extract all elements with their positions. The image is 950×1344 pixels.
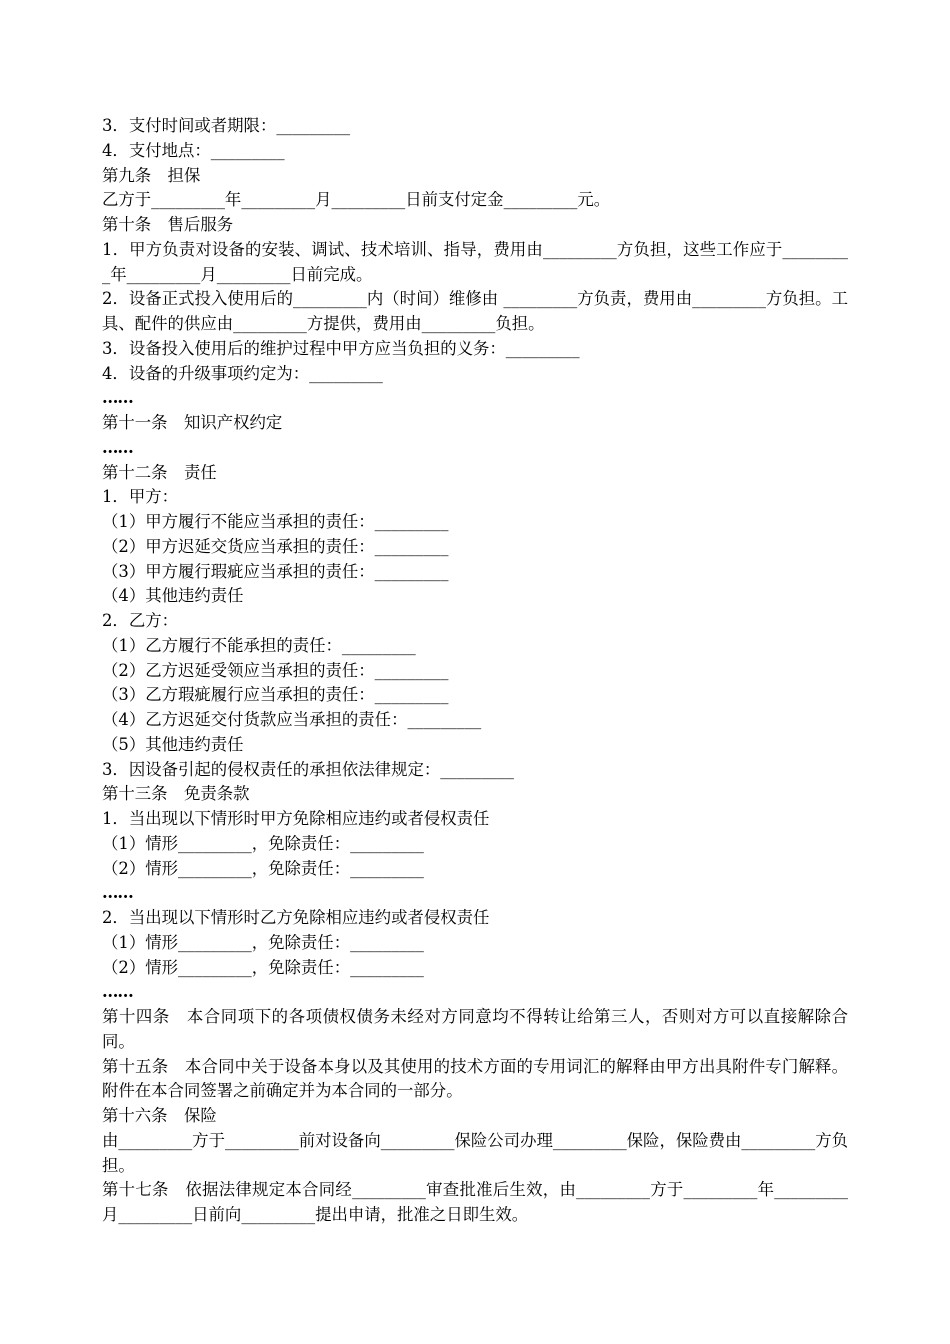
maintenance-obligation-clause: 3．设备投入使用后的维护过程中甲方应当负担的义务：_________ [102, 338, 580, 358]
article-12-heading: 第十二条 责任 [102, 462, 217, 482]
party-b-label: 2．乙方： [102, 611, 178, 630]
party-a-label: 1．甲方： [102, 487, 178, 507]
liability-item: （2）甲方迟延交货应当承担的责任：_________ [102, 536, 449, 556]
liability-item: （2）乙方迟延受领应当承担的责任：_________ [102, 660, 449, 680]
deposit-clause: 乙方于_________年_________月_________日前支付定金_________元。 [102, 190, 611, 210]
exemption-item: （2）情形_________，免除责任：_________ [102, 858, 424, 878]
upgrade-clause: 4．设备的升级事项约定为：_________ [102, 363, 383, 383]
exemption-item: （1）情形_________，免除责任：_________ [102, 932, 424, 952]
liability-item: （1）甲方履行不能应当承担的责任：_________ [102, 512, 449, 531]
article-17-clause: 第十七条 依据法律规定本合同经_________审查批准后生效，由_________方于_________年_________月_________日前向_________提出申请，批准之日即生效。 [102, 1180, 848, 1224]
liability-item: （1）乙方履行不能承担的责任：_________ [102, 635, 416, 655]
article-15-clause: 第十五条 本合同中关于设备本身以及其使用的技术方面的专用词汇的解释由甲方出具附件专门解释。附件在本合同签署之前确定并为本合同的一部分。 [102, 1056, 848, 1101]
article-16-heading: 第十六条 保险 [102, 1106, 217, 1125]
article-11-heading: 第十一条 知识产权约定 [102, 413, 283, 432]
ellipsis: …… [102, 437, 133, 457]
article-9-heading: 第九条 担保 [102, 165, 201, 185]
exemption-item: （2）情形_________，免除责任：_________ [102, 957, 424, 977]
maintenance-clause: 2．设备正式投入使用后的_________内（时间）维修由 _________方负责，费用由_________方负担。工具、配件的供应由_________方提供，费用由_________负担。 [102, 289, 848, 333]
article-13-heading: 第十三条 免责条款 [102, 784, 250, 804]
payment-deadline-item: 3．支付时间或者期限：_________ [102, 116, 351, 135]
ellipsis: …… [102, 883, 133, 903]
exemption-party-b-heading: 2．当出现以下情形时乙方免除相应违约或者侵权责任 [102, 908, 490, 927]
ellipsis: …… [102, 388, 133, 408]
exemption-party-a-heading: 1．当出现以下情形时甲方免除相应违约或者侵权责任 [102, 809, 490, 828]
liability-item: （4）乙方迟延交付货款应当承担的责任：_________ [102, 710, 482, 729]
installation-clause: 1．甲方负责对设备的安装、调试、技术培训、指导，费用由_________方负担，这些工作应于_________年_________月_________日前完成。 [102, 239, 848, 284]
liability-item: （5）其他违约责任 [102, 734, 244, 754]
exemption-item: （1）情形_________，免除责任：_________ [102, 833, 424, 853]
liability-item: （4）其他违约责任 [102, 586, 244, 606]
contract-page [102, 114, 848, 1228]
insurance-clause: 由_________方于_________前对设备向_________保险公司办理_________保险，保险费由_________方负担。 [102, 1130, 848, 1175]
liability-item: （3）甲方履行瑕疵应当承担的责任：_________ [102, 561, 449, 581]
infringement-liability-clause: 3．因设备引起的侵权责任的承担依法律规定：_________ [102, 759, 514, 779]
payment-location-item: 4．支付地点：_________ [102, 140, 285, 160]
article-14-clause: 第十四条 本合同项下的各项债权债务未经对方同意均不得转让给第三人，否则对方可以直接解除合同。 [102, 1007, 848, 1051]
ellipsis: …… [102, 982, 133, 1002]
article-10-heading: 第十条 售后服务 [102, 215, 234, 234]
liability-item: （3）乙方瑕疵履行应当承担的责任：_________ [102, 685, 449, 705]
